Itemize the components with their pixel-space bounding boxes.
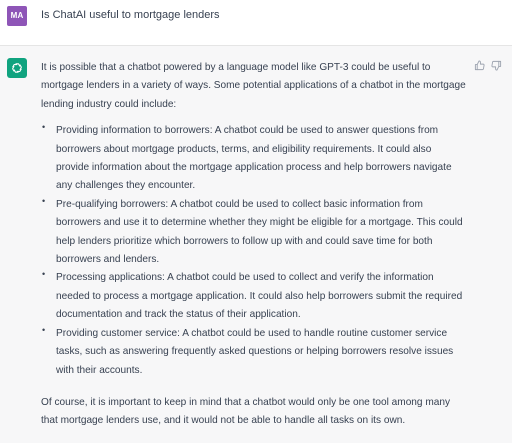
thumbs-down-icon[interactable] <box>491 58 502 69</box>
assistant-message-content <box>41 59 467 431</box>
feedback-buttons <box>474 58 502 69</box>
openai-logo-icon <box>7 58 27 78</box>
list-item: • Processing applications: A chatbot could be used to collect and verify the information needed to process a mortgage application. It could also help borrowers submit the required documentation and track the status of their application. <box>41 269 467 324</box>
applications-list <box>41 122 467 380</box>
assistant-message-row <box>0 46 512 443</box>
list-item: • Providing customer service: A chatbot could be used to handle routine customer service tasks, such as answering frequently asked questions or helping borrowers resolve issues with their accounts. <box>41 325 467 380</box>
user-avatar: MA <box>7 6 27 26</box>
list-item: • Pre-qualifying borrowers: A chatbot could be used to collect basic information from borrowers and use it to determine whether they might be eligible for a mortgage. This could help lenders prioritize which borrowers to follow up with and could save time for both borrowers and lenders. <box>41 196 467 270</box>
user-message-text: Is ChatAI useful to mortgage lenders <box>41 9 220 21</box>
user-message-row <box>0 0 512 46</box>
thumbs-up-icon[interactable] <box>474 58 485 69</box>
list-item: • Providing information to borrowers: A chatbot could be used to answer questions from borrowers about mortgage products, terms, and eligibility requirements. It could also provide information about the mortgage application process and help borrowers navigate any challenges they encounter. <box>41 122 467 196</box>
assistant-intro: It is possible that a chatbot powered by a language model like GPT-3 could be useful to mortgage lenders in a variety of ways. Some potential applications of a chatbot in the mortgage lending industry could include: <box>41 62 466 110</box>
assistant-conclusion: Of course, it is important to keep in mind that a chatbot would only be one tool among many that mortgage lenders use, and it would not be able to handle all tasks on its own. <box>41 396 451 427</box>
